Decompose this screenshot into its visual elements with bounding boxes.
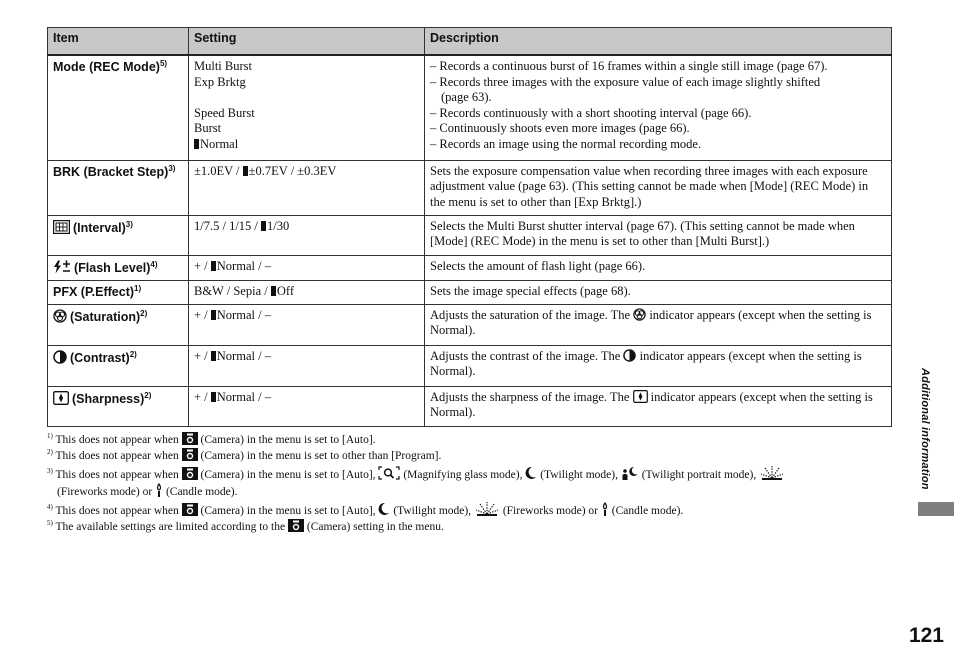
table-row: [48, 345, 892, 386]
setting-cell: [189, 280, 425, 304]
setting-option: Burst: [194, 121, 222, 135]
header-description: Description: [425, 28, 892, 56]
default-setting-marker: [243, 166, 248, 176]
default-setting-marker: [261, 221, 266, 231]
setting-option: Off: [276, 283, 294, 298]
description-line: – Records a continuous burst of 16 frames within a single still image (page 67).: [430, 59, 828, 73]
saturation-icon: [633, 308, 646, 321]
setting-option: Normal / –: [216, 389, 271, 404]
setting-option: Speed Burst: [194, 105, 255, 120]
setting-option: 1/7.5 / 1/15 /: [194, 218, 262, 233]
description-cell: Selects the Multi Burst shutter interval (page 67). (This setting cannot be made when [Mode] (REC Mode) in the menu is set to other than [Multi Burst].): [425, 215, 892, 255]
footnote-ref: 2): [140, 308, 148, 318]
footnote-ref: 3): [125, 219, 133, 229]
footnote-5: [47, 519, 892, 535]
footnote-text: (Magnifying glass mode),: [400, 469, 526, 481]
setting-option: 1/30: [267, 218, 290, 233]
setting-option: + /: [194, 348, 211, 363]
footnote-4: [47, 500, 892, 519]
description-line: (page 63).: [441, 90, 492, 104]
candle-mode-icon: [601, 502, 609, 516]
item-label: PFX (P.Effect): [53, 284, 135, 299]
description-cell: Sets the image special effects (page 68).: [425, 280, 892, 304]
camera-icon: [182, 432, 198, 445]
description-text: Adjusts the saturation of the image. The: [430, 307, 634, 322]
setting-option: + /: [194, 258, 211, 273]
item-cell: [48, 160, 189, 215]
setting-option: + /: [194, 307, 211, 322]
footnote-ref: 3): [168, 163, 176, 173]
footnote-text: This does not appear when: [52, 434, 182, 446]
footnote-1: [47, 432, 892, 448]
footnote-text: This does not appear when: [52, 450, 182, 462]
footnote-number: 2): [47, 448, 53, 457]
setting-cell: [189, 55, 425, 160]
setting-option: Multi Burst: [194, 59, 252, 73]
default-setting-marker: [211, 351, 216, 361]
twilight-portrait-mode-icon: [621, 466, 639, 480]
page-number: 121: [908, 624, 944, 647]
contrast-icon: [53, 350, 67, 364]
item-cell: [48, 304, 189, 345]
camera-icon: [288, 519, 304, 532]
footnote-3-continued: [47, 483, 892, 500]
footnote-text: (Camera) in the menu is set to [Auto],: [197, 469, 379, 481]
footnote-text: (Twilight mode),: [390, 505, 474, 517]
setting-cell: [189, 345, 425, 386]
setting-cell: [189, 160, 425, 215]
footnote-text: (Fireworks mode) or: [57, 486, 156, 498]
footnote-ref: 2): [129, 349, 137, 359]
setting-cell: [189, 386, 425, 426]
footnote-text: (Camera) in the menu is set to other than [Program].: [197, 450, 442, 462]
sharpness-icon: [633, 390, 648, 403]
description-text: Adjusts the contrast of the image. The: [430, 348, 624, 363]
table-row: [48, 160, 892, 215]
item-cell: [48, 386, 189, 426]
description-text: indicator appears (except when the setting is Normal).: [430, 307, 872, 337]
header-item: Item: [48, 28, 189, 56]
camera-icon: [182, 503, 198, 516]
item-label: Mode (REC Mode): [53, 60, 160, 74]
item-cell: [48, 215, 189, 255]
footnote-ref: 2): [144, 390, 152, 400]
description-cell: [425, 304, 892, 345]
footnote-text: (Twilight portrait mode),: [638, 469, 760, 481]
item-cell: [48, 345, 189, 386]
camera-icon: [182, 448, 198, 461]
footnote-number: 5): [47, 519, 53, 528]
default-setting-marker: [211, 310, 216, 320]
setting-spacer: [194, 90, 419, 106]
description-cell: [425, 386, 892, 426]
item-cell: [48, 255, 189, 280]
footnote-text: (Fireworks mode) or: [499, 505, 601, 517]
item-label: (Contrast): [70, 350, 130, 365]
setting-option: Normal / –: [216, 258, 271, 273]
footnote-number: 3): [47, 467, 53, 476]
footnote-2: [47, 448, 892, 464]
item-label: (Flash Level): [74, 260, 151, 275]
description-text: Adjusts the sharpness of the image. The: [430, 389, 633, 404]
description-text: indicator appears (except when the setting is Normal).: [430, 389, 873, 419]
item-label: (Sharpness): [72, 391, 145, 406]
description-line: – Records an image using the normal recording mode.: [430, 136, 702, 151]
default-setting-marker: [211, 261, 216, 271]
table-row: [48, 386, 892, 426]
fireworks-mode-icon: [759, 464, 785, 480]
setting-cell: [189, 215, 425, 255]
footnote-text: (Camera) in the menu is set to [Auto],: [197, 505, 379, 517]
twilight-mode-icon: [378, 502, 390, 516]
footnote-ref: 1): [134, 283, 142, 293]
footnote-text: This does not appear when: [52, 469, 182, 481]
camera-icon: [182, 467, 198, 480]
section-side-label: Additional information: [919, 368, 931, 490]
setting-cell: [189, 304, 425, 345]
description-text: indicator appears (except when the setting is Normal).: [430, 348, 862, 378]
description-cell: Sets the exposure compensation value when recording three images with each exposure adjustment value (page 63). (This setting cannot be made when [Mode] (REC Mode) in the menu is set to other than [Exp Brktg].): [425, 160, 892, 215]
table-row: [48, 55, 892, 160]
magnifying-glass-mode-icon: [378, 466, 400, 480]
description-cell: [425, 55, 892, 160]
table-row: [48, 304, 892, 345]
footnote-text: (Camera) in the menu is set to [Auto].: [197, 434, 376, 446]
footnote-text: (Candle mode).: [163, 486, 238, 498]
footnote-text: The available settings are limited according to the: [52, 521, 288, 533]
table-row: [48, 280, 892, 304]
footnote-text: This does not appear when: [52, 505, 182, 517]
twilight-mode-icon: [525, 466, 537, 480]
item-label: BRK (Bracket Step): [53, 164, 169, 179]
footnotes: [47, 432, 892, 535]
setting-option: Normal / –: [216, 307, 271, 322]
settings-table: [47, 27, 892, 427]
footnote-number: 1): [47, 432, 53, 441]
multi-burst-interval-icon: [53, 220, 70, 234]
setting-option: Exp Brktg: [194, 74, 246, 89]
candle-mode-icon: [155, 483, 163, 497]
flash-level-icon: [53, 260, 71, 274]
setting-option: Normal / –: [216, 348, 271, 363]
default-setting-marker: [271, 286, 276, 296]
footnote-number: 4): [47, 503, 53, 512]
description-line: – Continuously shoots even more images (page 66).: [430, 121, 690, 135]
contrast-icon: [623, 349, 636, 362]
default-setting-marker: [194, 139, 199, 149]
setting-option: Normal: [200, 136, 239, 151]
item-label: (Saturation): [70, 309, 141, 324]
table-row: [48, 215, 892, 255]
sharpness-icon: [53, 391, 69, 405]
description-line: – Records three images with the exposure value of each image slightly shifted: [430, 74, 821, 89]
footnote-text: (Candle mode).: [608, 505, 684, 517]
table-header-row: [48, 28, 892, 56]
description-cell: [425, 345, 892, 386]
saturation-icon: [53, 309, 67, 323]
item-cell: [48, 280, 189, 304]
setting-option-default: [194, 137, 419, 153]
setting-option: + /: [194, 389, 211, 404]
footnote-ref: 4): [150, 259, 158, 269]
footnote-text: (Camera) setting in the menu.: [303, 521, 444, 533]
description-line: – Records continuously with a short shooting interval (page 66).: [430, 105, 752, 120]
footnote-text: (Twilight mode),: [537, 469, 621, 481]
footnote-ref: 5): [159, 58, 168, 68]
description-cell: Selects the amount of flash light (page 66).: [425, 255, 892, 280]
header-setting: Setting: [189, 28, 425, 56]
setting-cell: [189, 255, 425, 280]
setting-option: ±1.0EV /: [194, 163, 243, 178]
fireworks-mode-icon: [474, 500, 500, 516]
section-side-tab: [918, 502, 954, 516]
default-setting-marker: [211, 392, 216, 402]
footnote-3: [47, 464, 892, 483]
setting-option: B&W / Sepia /: [194, 283, 271, 298]
item-cell: [48, 55, 189, 160]
table-row: [48, 255, 892, 280]
item-label: (Interval): [73, 220, 126, 235]
setting-option: ±0.7EV / ±0.3EV: [248, 163, 337, 178]
